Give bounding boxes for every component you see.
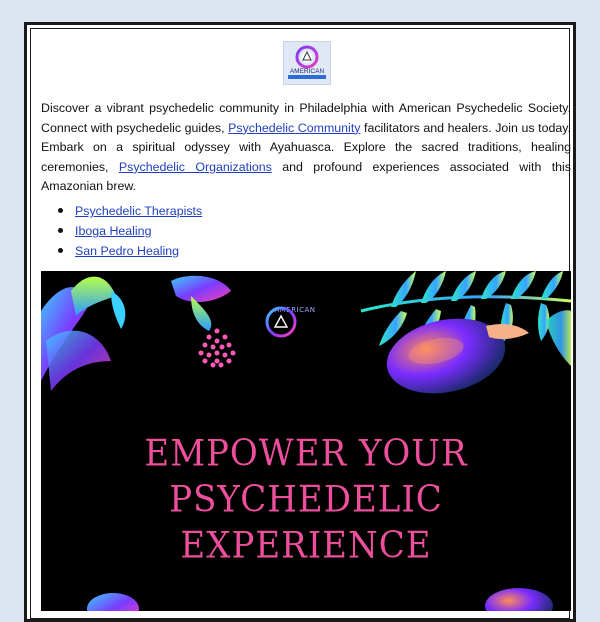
site-logo xyxy=(283,41,331,85)
promo-banner xyxy=(41,271,571,611)
dotted-flower-art xyxy=(199,329,236,368)
link-psychedelic-community[interactable]: Psychedelic Community xyxy=(228,120,361,135)
banner-logo-icon xyxy=(263,305,299,339)
intro-text-1: Discover a vibrant psychedelic community in Philadelphia with American Psychedelic Society. Connect with psychedelic guides, xyxy=(41,101,571,135)
page-frame xyxy=(24,22,576,622)
headline-line-3: EXPERIENCE xyxy=(180,524,432,568)
list-item xyxy=(75,221,202,241)
document-body xyxy=(30,28,570,619)
link-psychedelic-therapists[interactable]: Psychedelic Therapists xyxy=(75,204,203,218)
link-psychedelic-organizations[interactable]: Psychedelic Organizations xyxy=(118,159,272,174)
banner-logo xyxy=(263,305,327,355)
link-san-pedro-healing[interactable]: San Pedro Healing xyxy=(75,244,180,258)
logo-text: AMERICAN xyxy=(289,68,325,75)
intro-text-2: facilitators and healers. Join us today. Embark on a spiritual odyssey with Ayahuasca. Explore the sacred traditions, healing ceremonies, xyxy=(41,120,571,174)
list-item xyxy=(75,241,202,261)
intro-paragraph xyxy=(41,99,571,197)
logo-icon xyxy=(284,42,330,84)
pod-flower-art xyxy=(171,276,231,331)
headline-line-2: PSYCHEDELIC xyxy=(169,478,443,522)
headline-line-1: EMPOWER YOUR xyxy=(144,432,468,476)
intro-text-3: and profound experiences associated with this Amazonian brew. xyxy=(41,159,571,194)
list-item xyxy=(75,201,202,221)
link-iboga-healing[interactable]: Iboga Healing xyxy=(75,224,152,238)
link-list xyxy=(41,201,202,261)
banner-logo-text: AMERICAN xyxy=(274,306,316,314)
banner-headline xyxy=(41,431,571,569)
left-leaf-art xyxy=(41,277,125,391)
